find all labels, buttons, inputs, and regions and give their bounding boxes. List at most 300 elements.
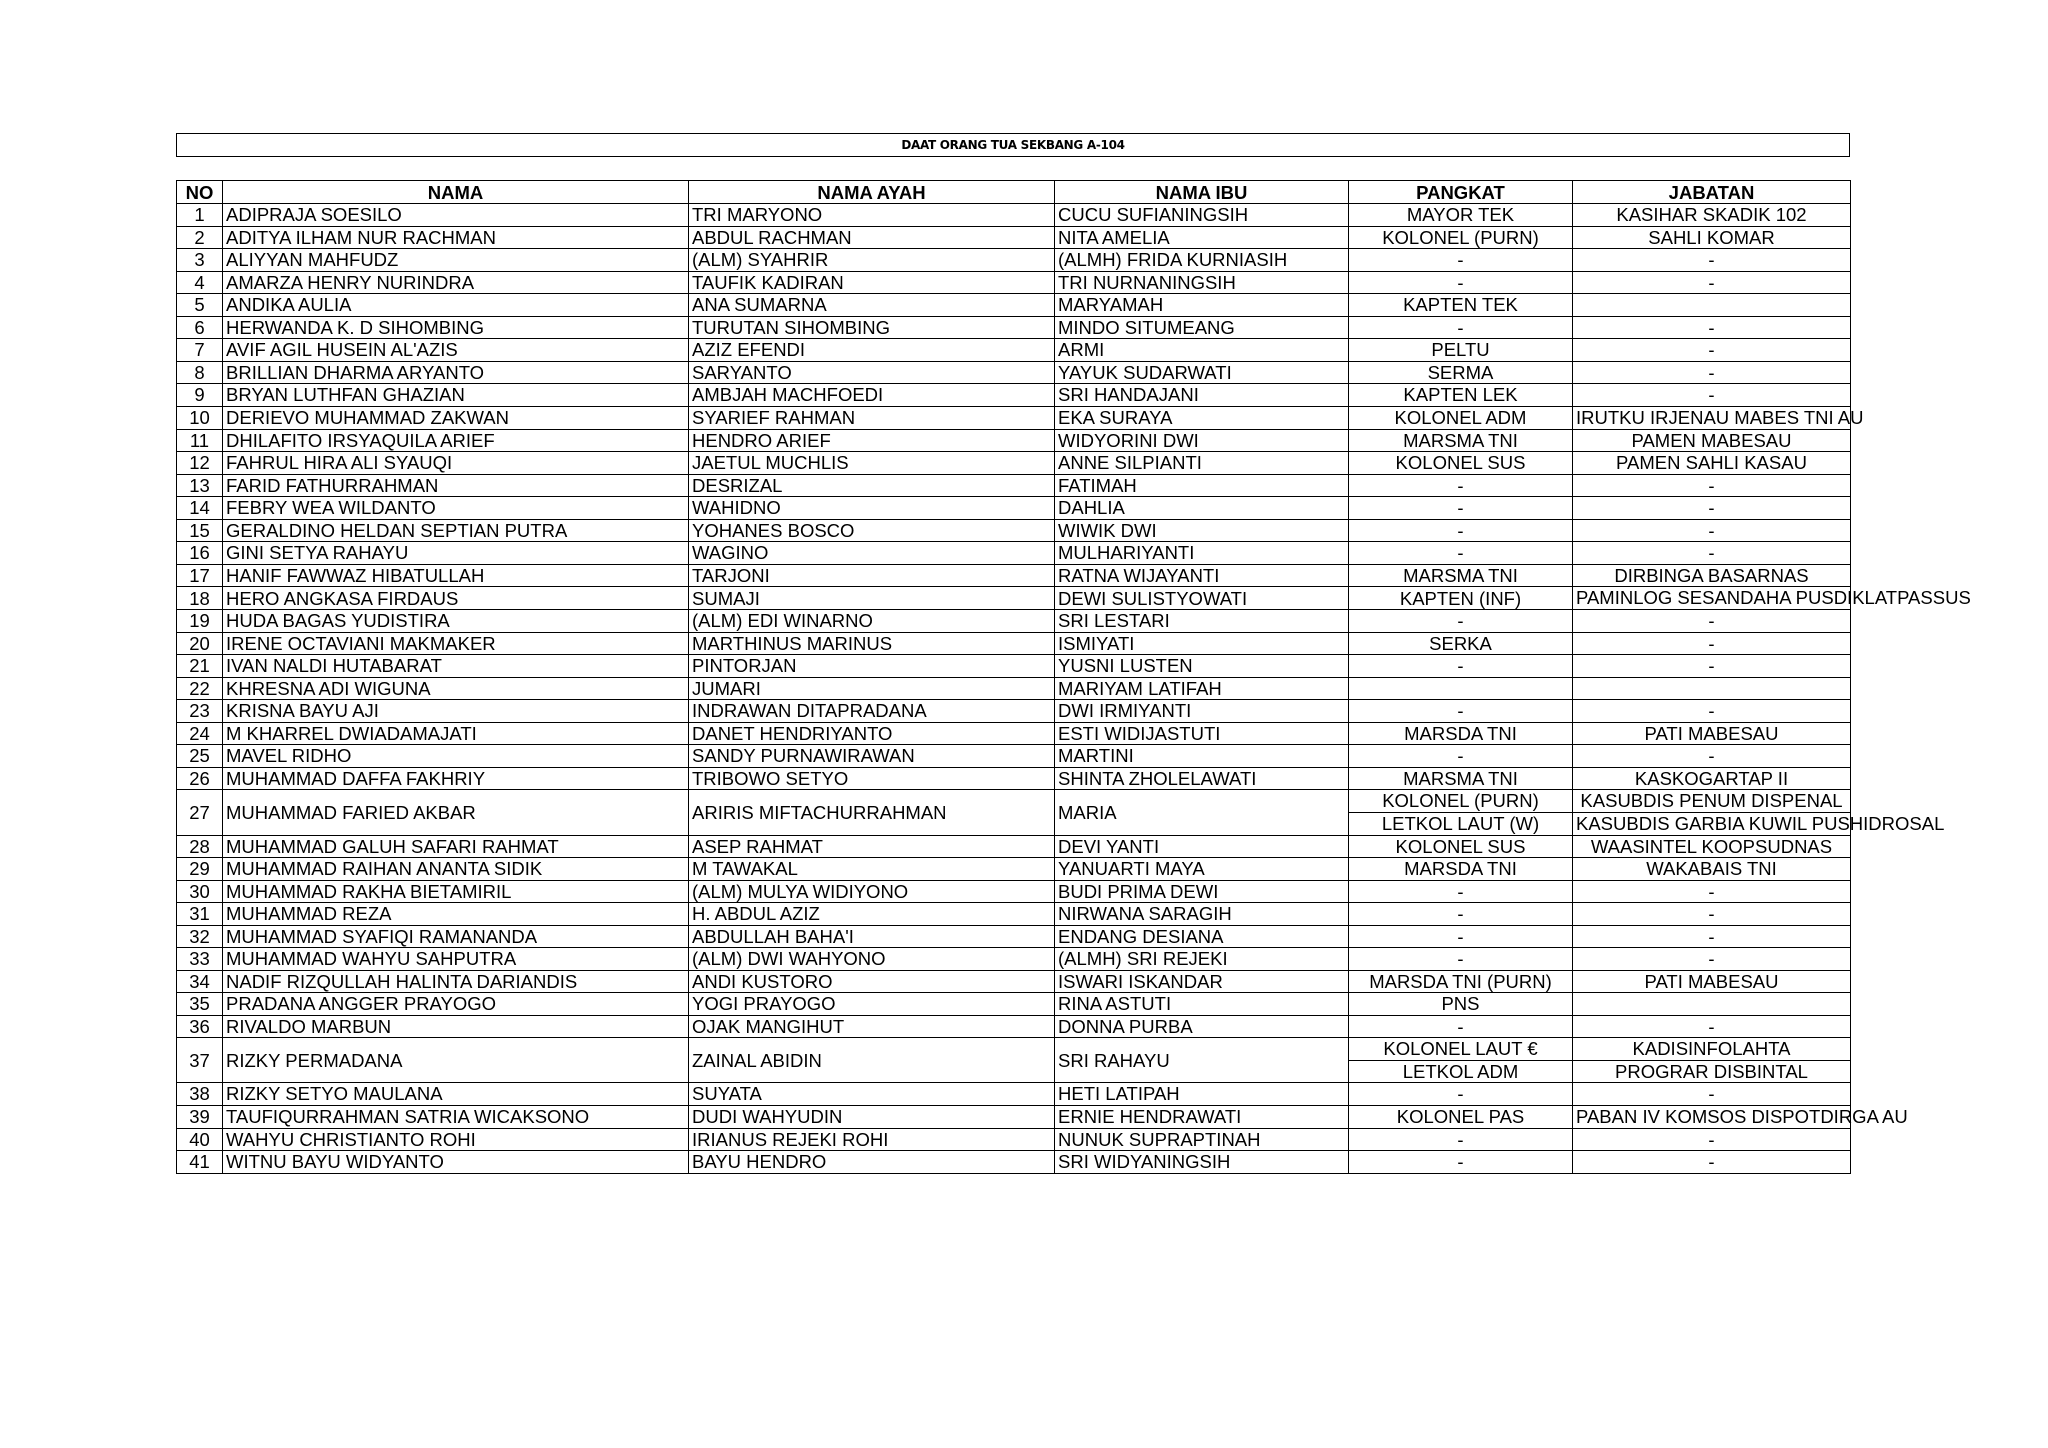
cell-no: 24 <box>177 722 223 745</box>
cell-jabatan: - <box>1573 542 1851 565</box>
cell-no: 38 <box>177 1083 223 1106</box>
cell-nama-ibu: ISWARI ISKANDAR <box>1055 970 1349 993</box>
cell-nama-ibu: NITA AMELIA <box>1055 226 1349 249</box>
cell-no: 12 <box>177 452 223 475</box>
cell-nama-ibu: MULHARIYANTI <box>1055 542 1349 565</box>
cell-nama: MUHAMMAD SYAFIQI RAMANANDA <box>223 925 689 948</box>
cell-nama-ibu: YAYUK SUDARWATI <box>1055 361 1349 384</box>
cell-no: 39 <box>177 1105 223 1128</box>
cell-no: 5 <box>177 294 223 317</box>
cell-nama-ibu: HETI LATIPAH <box>1055 1083 1349 1106</box>
cell-no: 28 <box>177 835 223 858</box>
cell-nama-ibu: DEWI SULISTYOWATI <box>1055 587 1349 610</box>
cell-nama-ibu: SHINTA ZHOLELAWATI <box>1055 767 1349 790</box>
cell-nama-ibu: DWI IRMIYANTI <box>1055 700 1349 723</box>
cell-nama: AMARZA HENRY NURINDRA <box>223 271 689 294</box>
cell-pangkat: KAPTEN LEK <box>1349 384 1573 407</box>
table-body-row37 <box>177 1038 1851 1083</box>
cell-nama: MUHAMMAD RAKHA BIETAMIRIL <box>223 880 689 903</box>
cell-pangkat: MARSMA TNI <box>1349 564 1573 587</box>
cell-nama-ayah: SUYATA <box>689 1083 1055 1106</box>
cell-jabatan: KASUBDIS GARBIA KUWIL PUSHIDROSAL <box>1573 812 1851 835</box>
table-row <box>177 790 1851 813</box>
cell-nama: AVIF AGIL HUSEIN AL'AZIS <box>223 339 689 362</box>
cell-nama-ibu: MARIA <box>1055 790 1349 836</box>
cell-nama-ibu: BUDI PRIMA DEWI <box>1055 880 1349 903</box>
cell-nama-ayah: AZIZ EFENDI <box>689 339 1055 362</box>
cell-no: 14 <box>177 497 223 520</box>
cell-no: 2 <box>177 226 223 249</box>
cell-nama-ayah: ASEP RAHMAT <box>689 835 1055 858</box>
cell-nama-ayah: SARYANTO <box>689 361 1055 384</box>
cell-nama-ibu: (ALMH) FRIDA KURNIASIH <box>1055 249 1349 272</box>
cell-no: 10 <box>177 406 223 429</box>
cell-nama-ibu: TRI NURNANINGSIH <box>1055 271 1349 294</box>
cell-nama-ayah: ARIRIS MIFTACHURRAHMAN <box>689 790 1055 836</box>
cell-jabatan: - <box>1573 384 1851 407</box>
cell-nama-ayah: WAGINO <box>689 542 1055 565</box>
cell-nama: MAVEL RIDHO <box>223 745 689 768</box>
table-row <box>177 880 1851 903</box>
cell-nama-ibu: DAHLIA <box>1055 497 1349 520</box>
cell-nama-ibu: MARYAMAH <box>1055 294 1349 317</box>
table-row <box>177 271 1851 294</box>
cell-nama: GINI SETYA RAHAYU <box>223 542 689 565</box>
cell-pangkat: MARSDA TNI <box>1349 858 1573 881</box>
table-body-b <box>177 835 1851 1038</box>
cell-pangkat: KOLONEL LAUT € <box>1349 1038 1573 1061</box>
table-row <box>177 970 1851 993</box>
cell-nama: FEBRY WEA WILDANTO <box>223 497 689 520</box>
cell-nama-ayah: ANDI KUSTORO <box>689 970 1055 993</box>
cell-jabatan: - <box>1573 745 1851 768</box>
cell-nama: FAHRUL HIRA ALI SYAUQI <box>223 452 689 475</box>
table-row <box>177 700 1851 723</box>
table-row <box>177 948 1851 971</box>
cell-pangkat: - <box>1349 903 1573 926</box>
cell-no: 36 <box>177 1015 223 1038</box>
cell-nama-ayah: YOGI PRAYOGO <box>689 993 1055 1016</box>
cell-nama-ayah: (ALM) EDI WINARNO <box>689 610 1055 633</box>
cell-nama: M KHARREL DWIADAMAJATI <box>223 722 689 745</box>
cell-nama: ANDIKA AULIA <box>223 294 689 317</box>
cell-pangkat: KOLONEL (PURN) <box>1349 790 1573 813</box>
cell-no: 6 <box>177 316 223 339</box>
cell-nama-ayah: H. ABDUL AZIZ <box>689 903 1055 926</box>
cell-jabatan <box>1573 677 1851 700</box>
table-row <box>177 249 1851 272</box>
cell-pangkat: - <box>1349 474 1573 497</box>
cell-pangkat: - <box>1349 519 1573 542</box>
cell-no: 33 <box>177 948 223 971</box>
cell-nama-ayah: DANET HENDRIYANTO <box>689 722 1055 745</box>
cell-nama-ayah: TRIBOWO SETYO <box>689 767 1055 790</box>
cell-nama: IRENE OCTAVIANI MAKMAKER <box>223 632 689 655</box>
cell-nama-ayah: JUMARI <box>689 677 1055 700</box>
cell-pangkat: LETKOL LAUT (W) <box>1349 812 1573 835</box>
table-row <box>177 1151 1851 1174</box>
cell-nama-ayah: M TAWAKAL <box>689 858 1055 881</box>
cell-nama: IVAN NALDI HUTABARAT <box>223 655 689 678</box>
cell-pangkat: - <box>1349 700 1573 723</box>
cell-nama-ibu: SRI HANDAJANI <box>1055 384 1349 407</box>
cell-nama-ayah: HENDRO ARIEF <box>689 429 1055 452</box>
cell-pangkat <box>1349 677 1573 700</box>
cell-nama: NADIF RIZQULLAH HALINTA DARIANDIS <box>223 970 689 993</box>
cell-nama-ayah: SYARIEF RAHMAN <box>689 406 1055 429</box>
cell-nama-ibu: MINDO SITUMEANG <box>1055 316 1349 339</box>
table-row <box>177 452 1851 475</box>
cell-nama-ibu: SRI RAHAYU <box>1055 1038 1349 1083</box>
cell-nama-ibu: DONNA PURBA <box>1055 1015 1349 1038</box>
cell-nama: MUHAMMAD REZA <box>223 903 689 926</box>
table-body-row27 <box>177 790 1945 836</box>
header-jabatan: JABATAN <box>1573 181 1851 204</box>
table-row <box>177 722 1851 745</box>
cell-nama-ayah: YOHANES BOSCO <box>689 519 1055 542</box>
cell-pangkat: - <box>1349 925 1573 948</box>
header-nama-ibu: NAMA IBU <box>1055 181 1349 204</box>
cell-no: 34 <box>177 970 223 993</box>
cell-nama-ayah: PINTORJAN <box>689 655 1055 678</box>
table-row <box>177 226 1851 249</box>
cell-nama-ayah: SUMAJI <box>689 587 1055 610</box>
table-row <box>177 993 1851 1016</box>
cell-pangkat: KOLONEL PAS <box>1349 1105 1573 1128</box>
cell-nama-ayah: (ALM) DWI WAHYONO <box>689 948 1055 971</box>
cell-no: 40 <box>177 1128 223 1151</box>
cell-pangkat: - <box>1349 316 1573 339</box>
cell-nama-ibu: RINA ASTUTI <box>1055 993 1349 1016</box>
cell-nama-ayah: ZAINAL ABIDIN <box>689 1038 1055 1083</box>
cell-nama: ADITYA ILHAM NUR RACHMAN <box>223 226 689 249</box>
cell-nama-ibu: YANUARTI MAYA <box>1055 858 1349 881</box>
cell-jabatan: KASIHAR SKADIK 102 <box>1573 204 1851 227</box>
cell-no: 20 <box>177 632 223 655</box>
cell-nama-ayah: BAYU HENDRO <box>689 1151 1055 1174</box>
cell-nama-ibu: SRI LESTARI <box>1055 610 1349 633</box>
cell-nama-ibu: ANNE SILPIANTI <box>1055 452 1349 475</box>
cell-jabatan: WAASINTEL KOOPSUDNAS <box>1573 835 1851 858</box>
cell-no: 1 <box>177 204 223 227</box>
table-row <box>177 745 1851 768</box>
cell-nama-ibu: WIDYORINI DWI <box>1055 429 1349 452</box>
cell-no: 22 <box>177 677 223 700</box>
cell-pangkat: - <box>1349 745 1573 768</box>
cell-nama-ibu: CUCU SUFIANINGSIH <box>1055 204 1349 227</box>
cell-jabatan: - <box>1573 610 1851 633</box>
table-row <box>177 1015 1851 1038</box>
cell-no: 26 <box>177 767 223 790</box>
cell-nama: ADIPRAJA SOESILO <box>223 204 689 227</box>
table-row <box>177 1105 1851 1128</box>
cell-jabatan: - <box>1573 903 1851 926</box>
cell-nama-ibu: ESTI WIDIJASTUTI <box>1055 722 1349 745</box>
cell-no: 15 <box>177 519 223 542</box>
cell-nama-ayah: SANDY PURNAWIRAWAN <box>689 745 1055 768</box>
cell-pangkat: - <box>1349 1083 1573 1106</box>
cell-jabatan: - <box>1573 497 1851 520</box>
cell-nama: MUHAMMAD RAIHAN ANANTA SIDIK <box>223 858 689 881</box>
cell-jabatan: WAKABAIS TNI <box>1573 858 1851 881</box>
cell-no: 8 <box>177 361 223 384</box>
cell-nama-ibu: ENDANG DESIANA <box>1055 925 1349 948</box>
cell-nama: HANIF FAWWAZ HIBATULLAH <box>223 564 689 587</box>
cell-jabatan: - <box>1573 655 1851 678</box>
cell-jabatan <box>1573 294 1851 317</box>
cell-nama-ayah: ABDUL RACHMAN <box>689 226 1055 249</box>
cell-pangkat: MARSDA TNI (PURN) <box>1349 970 1573 993</box>
cell-nama: HUDA BAGAS YUDISTIRA <box>223 610 689 633</box>
table-row <box>177 361 1851 384</box>
table-row <box>177 587 1851 610</box>
table-row <box>177 497 1851 520</box>
cell-nama: FARID FATHURRAHMAN <box>223 474 689 497</box>
cell-jabatan: - <box>1573 316 1851 339</box>
cell-pangkat: - <box>1349 1015 1573 1038</box>
cell-nama-ayah: DUDI WAHYUDIN <box>689 1105 1055 1128</box>
cell-nama: HERO ANGKASA FIRDAUS <box>223 587 689 610</box>
cell-jabatan <box>1573 993 1851 1016</box>
cell-nama-ayah: ABDULLAH BAHA'I <box>689 925 1055 948</box>
cell-nama-ayah: TAUFIK KADIRAN <box>689 271 1055 294</box>
cell-nama: RIZKY PERMADANA <box>223 1038 689 1083</box>
cell-jabatan: - <box>1573 339 1851 362</box>
cell-jabatan: PATI MABESAU <box>1573 970 1851 993</box>
cell-no: 21 <box>177 655 223 678</box>
table-row <box>177 406 1851 429</box>
cell-jabatan: - <box>1573 632 1851 655</box>
cell-nama: MUHAMMAD DAFFA FAKHRIY <box>223 767 689 790</box>
cell-no: 16 <box>177 542 223 565</box>
cell-jabatan: PAMINLOG SESANDAHA PUSDIKLATPASSUS <box>1573 587 1851 610</box>
cell-nama: DERIEVO MUHAMMAD ZAKWAN <box>223 406 689 429</box>
cell-pangkat: MARSDA TNI <box>1349 722 1573 745</box>
cell-nama: ALIYYAN MAHFUDZ <box>223 249 689 272</box>
cell-pangkat: - <box>1349 610 1573 633</box>
cell-nama-ibu: NIRWANA SARAGIH <box>1055 903 1349 926</box>
cell-jabatan: - <box>1573 1128 1851 1151</box>
cell-nama-ayah: (ALM) MULYA WIDIYONO <box>689 880 1055 903</box>
cell-no: 35 <box>177 993 223 1016</box>
cell-jabatan: KASUBDIS PENUM DISPENAL <box>1573 790 1851 813</box>
cell-nama-ayah: TRI MARYONO <box>689 204 1055 227</box>
cell-pangkat: KOLONEL SUS <box>1349 452 1573 475</box>
cell-jabatan: PAMEN MABESAU <box>1573 429 1851 452</box>
cell-no: 19 <box>177 610 223 633</box>
table-row <box>177 858 1851 881</box>
cell-nama-ayah: WAHIDNO <box>689 497 1055 520</box>
cell-pangkat: - <box>1349 948 1573 971</box>
cell-jabatan: - <box>1573 948 1851 971</box>
cell-pangkat: - <box>1349 655 1573 678</box>
cell-pangkat: KOLONEL (PURN) <box>1349 226 1573 249</box>
cell-nama-ibu: MARIYAM LATIFAH <box>1055 677 1349 700</box>
cell-nama-ibu: (ALMH) SRI REJEKI <box>1055 948 1349 971</box>
cell-no: 18 <box>177 587 223 610</box>
cell-no: 13 <box>177 474 223 497</box>
cell-no: 37 <box>177 1038 223 1083</box>
cell-no: 25 <box>177 745 223 768</box>
cell-no: 31 <box>177 903 223 926</box>
cell-pangkat: MAYOR TEK <box>1349 204 1573 227</box>
table-row <box>177 1083 1851 1106</box>
cell-jabatan: - <box>1573 474 1851 497</box>
cell-nama: MUHAMMAD FARIED AKBAR <box>223 790 689 836</box>
cell-nama: KHRESNA ADI WIGUNA <box>223 677 689 700</box>
cell-nama: WITNU BAYU WIDYANTO <box>223 1151 689 1174</box>
cell-nama: PRADANA ANGGER PRAYOGO <box>223 993 689 1016</box>
cell-pangkat: SERMA <box>1349 361 1573 384</box>
cell-jabatan: PABAN IV KOMSOS DISPOTDIRGA AU <box>1573 1105 1851 1128</box>
table-row <box>177 384 1851 407</box>
cell-jabatan: PAMEN SAHLI KASAU <box>1573 452 1851 475</box>
header-nama: NAMA <box>223 181 689 204</box>
cell-pangkat: PELTU <box>1349 339 1573 362</box>
cell-jabatan: - <box>1573 249 1851 272</box>
table-row <box>177 655 1851 678</box>
cell-jabatan: DIRBINGA BASARNAS <box>1573 564 1851 587</box>
table-row <box>177 903 1851 926</box>
cell-jabatan: - <box>1573 519 1851 542</box>
cell-nama-ibu: SRI WIDYANINGSIH <box>1055 1151 1349 1174</box>
header-pangkat: PANGKAT <box>1349 181 1573 204</box>
cell-jabatan: IRUTKU IRJENAU MABES TNI AU <box>1573 406 1851 429</box>
table-row <box>177 925 1851 948</box>
table-row <box>177 294 1851 317</box>
cell-nama: BRYAN LUTHFAN GHAZIAN <box>223 384 689 407</box>
document-title: DAAT ORANG TUA SEKBANG A-104 <box>176 133 1850 157</box>
cell-no: 29 <box>177 858 223 881</box>
header-nama-ayah: NAMA AYAH <box>689 181 1055 204</box>
cell-jabatan: SAHLI KOMAR <box>1573 226 1851 249</box>
cell-nama-ibu: WIWIK DWI <box>1055 519 1349 542</box>
cell-nama-ayah: AMBJAH MACHFOEDI <box>689 384 1055 407</box>
cell-jabatan: - <box>1573 1151 1851 1174</box>
cell-nama: WAHYU CHRISTIANTO ROHI <box>223 1128 689 1151</box>
cell-no: 17 <box>177 564 223 587</box>
table-row <box>177 204 1851 227</box>
cell-nama-ibu: FATIMAH <box>1055 474 1349 497</box>
cell-no: 4 <box>177 271 223 294</box>
cell-nama-ibu: MARTINI <box>1055 745 1349 768</box>
cell-nama: DHILAFITO IRSYAQUILA ARIEF <box>223 429 689 452</box>
header-no: NO <box>177 181 223 204</box>
cell-nama: GERALDINO HELDAN SEPTIAN PUTRA <box>223 519 689 542</box>
table-row <box>177 564 1851 587</box>
table-row <box>177 339 1851 362</box>
header-row <box>177 181 1851 204</box>
cell-nama-ibu: RATNA WIJAYANTI <box>1055 564 1349 587</box>
cell-nama-ibu: YUSNI LUSTEN <box>1055 655 1349 678</box>
table-row <box>177 474 1851 497</box>
table-row <box>177 632 1851 655</box>
cell-pangkat: SERKA <box>1349 632 1573 655</box>
cell-pangkat: - <box>1349 497 1573 520</box>
cell-no: 30 <box>177 880 223 903</box>
table-row <box>177 519 1851 542</box>
table-row <box>177 542 1851 565</box>
cell-nama-ibu: EKA SURAYA <box>1055 406 1349 429</box>
cell-nama: MUHAMMAD GALUH SAFARI RAHMAT <box>223 835 689 858</box>
table-row <box>177 677 1851 700</box>
cell-nama-ayah: OJAK MANGIHUT <box>689 1015 1055 1038</box>
cell-nama: KRISNA BAYU AJI <box>223 700 689 723</box>
cell-jabatan: - <box>1573 1083 1851 1106</box>
cell-jabatan: - <box>1573 271 1851 294</box>
cell-nama-ayah: MARTHINUS MARINUS <box>689 632 1055 655</box>
cell-no: 11 <box>177 429 223 452</box>
cell-no: 23 <box>177 700 223 723</box>
cell-nama-ayah: ANA SUMARNA <box>689 294 1055 317</box>
cell-jabatan: - <box>1573 361 1851 384</box>
cell-pangkat: - <box>1349 542 1573 565</box>
cell-pangkat: - <box>1349 880 1573 903</box>
cell-jabatan: PROGRAR DISBINTAL <box>1573 1060 1851 1083</box>
cell-no: 27 <box>177 790 223 836</box>
cell-nama-ibu: ARMI <box>1055 339 1349 362</box>
cell-no: 32 <box>177 925 223 948</box>
cell-nama-ayah: IRIANUS REJEKI ROHI <box>689 1128 1055 1151</box>
cell-nama-ayah: INDRAWAN DITAPRADANA <box>689 700 1055 723</box>
cell-pangkat: - <box>1349 249 1573 272</box>
table-body-a <box>177 204 1971 790</box>
cell-no: 41 <box>177 1151 223 1174</box>
cell-no: 3 <box>177 249 223 272</box>
table-row <box>177 767 1851 790</box>
cell-nama: BRILLIAN DHARMA ARYANTO <box>223 361 689 384</box>
cell-nama-ayah: JAETUL MUCHLIS <box>689 452 1055 475</box>
cell-nama: RIZKY SETYO MAULANA <box>223 1083 689 1106</box>
cell-pangkat: KOLONEL SUS <box>1349 835 1573 858</box>
cell-nama-ayah: (ALM) SYAHRIR <box>689 249 1055 272</box>
cell-nama-ayah: DESRIZAL <box>689 474 1055 497</box>
parents-table <box>176 180 1971 1174</box>
cell-no: 9 <box>177 384 223 407</box>
cell-nama: MUHAMMAD WAHYU SAHPUTRA <box>223 948 689 971</box>
table-row <box>177 429 1851 452</box>
cell-nama-ibu: ERNIE HENDRAWATI <box>1055 1105 1349 1128</box>
cell-pangkat: - <box>1349 1151 1573 1174</box>
table-row <box>177 1128 1851 1151</box>
cell-nama-ayah: TARJONI <box>689 564 1055 587</box>
cell-nama-ibu: NUNUK SUPRAPTINAH <box>1055 1128 1349 1151</box>
cell-jabatan: - <box>1573 880 1851 903</box>
cell-pangkat: - <box>1349 271 1573 294</box>
cell-jabatan: KADISINFOLAHTA <box>1573 1038 1851 1061</box>
table-row <box>177 1038 1851 1061</box>
cell-pangkat: - <box>1349 1128 1573 1151</box>
cell-jabatan: - <box>1573 700 1851 723</box>
table-row <box>177 835 1851 858</box>
cell-pangkat: MARSMA TNI <box>1349 767 1573 790</box>
cell-pangkat: KOLONEL ADM <box>1349 406 1573 429</box>
cell-pangkat: LETKOL ADM <box>1349 1060 1573 1083</box>
table-body-c <box>177 1083 1908 1174</box>
cell-nama: TAUFIQURRAHMAN SATRIA WICAKSONO <box>223 1105 689 1128</box>
cell-nama-ayah: TURUTAN SIHOMBING <box>689 316 1055 339</box>
table-row <box>177 316 1851 339</box>
cell-nama: RIVALDO MARBUN <box>223 1015 689 1038</box>
cell-jabatan: - <box>1573 925 1851 948</box>
cell-pangkat: MARSMA TNI <box>1349 429 1573 452</box>
cell-nama: HERWANDA K. D SIHOMBING <box>223 316 689 339</box>
cell-jabatan: KASKOGARTAP II <box>1573 767 1851 790</box>
cell-pangkat: KAPTEN TEK <box>1349 294 1573 317</box>
cell-nama-ibu: DEVI YANTI <box>1055 835 1349 858</box>
cell-jabatan: PATI MABESAU <box>1573 722 1851 745</box>
cell-no: 7 <box>177 339 223 362</box>
